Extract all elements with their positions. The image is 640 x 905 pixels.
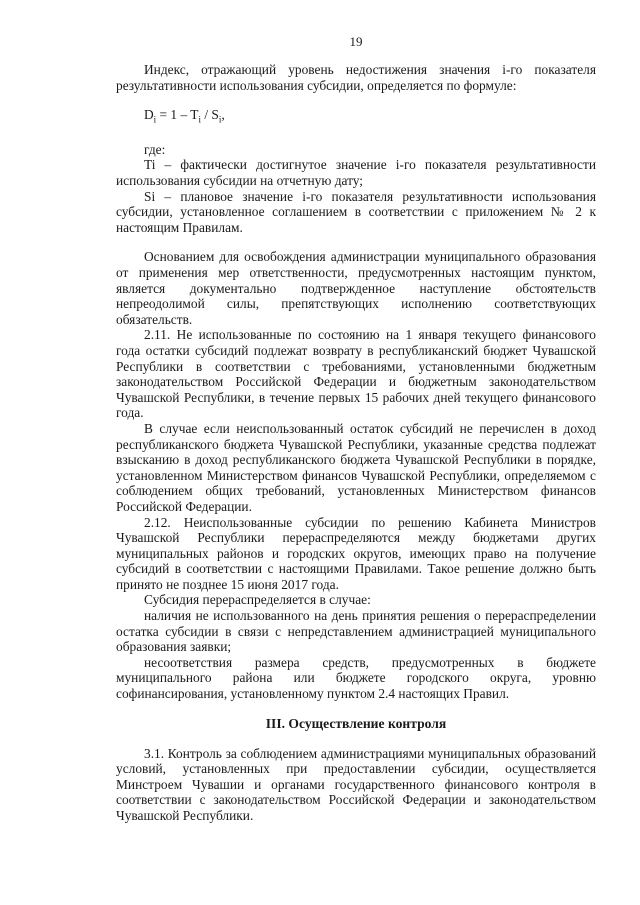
clause-3-1: 3.1. Контроль за соблюдением администрациями муниципальных образований условий, установленных при предоставлении субсидии, осуществляется Минстроем Чувашии и органами государственного финансового контроля в соответствии с законодательством Российской Федерации и законодательством Чувашской Республики. <box>116 745 596 824</box>
intro-paragraph: Индекс, отражающий уровень недостижения значения i-го показателя результативности использования субсидии, определяется по формуле: <box>116 62 596 93</box>
redistribution-case-2: несоответствия размера средств, предусмотренных в бюджете муниципального района или бюджете городского округа, уровню софинансирования, установленному пунктом 2.4 настоящих Правил. <box>116 654 596 702</box>
page-number: 19 <box>349 34 363 49</box>
definition-t: Ti – фактически достигнутое значение i-го показателя результативности использования субсидии на отчетную дату; <box>116 157 596 189</box>
formula: $D_i = 1 - T_i / S_i$, <box>144 107 225 125</box>
where-label: где: <box>144 141 166 157</box>
redistribution-case-1: наличия не использованного на день принятия решения о перераспределении остатка субсидии в связи с непредставлением администрацией муниципального образования заявки; <box>116 608 596 655</box>
document-page <box>116 34 596 824</box>
unused-balance-paragraph: В случае если неиспользованный остаток субсидий не перечислен в доход республиканского бюджета Чувашской Республики, указанные средства подлежат взысканию в доход республиканского бюджета Чувашской Республики в порядке, установленном Министерством финансов Чувашской Республики, определяемом с соблюдением общих требований, установленных Министерством финансов Российской Федерации. <box>116 420 596 514</box>
definition-s: Si – плановое значение i-го показателя результативности использования субсидии, установленное соглашением в соответствии с приложением № 2 к настоящим Правилам. <box>116 188 596 235</box>
clause-2-12: 2.12. Неиспользованные субсидии по решению Кабинета Министров Чувашской Республики перераспределяются между бюджетами других муниципальных районов и городских округов, имеющих право на получение субсидий в соответствии с настоящими Правилами. Такое решение должно быть принято не позднее 15 июня 2017 года. <box>116 514 596 592</box>
clause-2-11: 2.11. Не использованные по состоянию на 1 января текущего финансового года остатки субсидий подлежат возврату в республиканский бюджет Чувашской Республики в соответствии с требованиями, установленными бюджетным законодательством Российской Федерации и бюджетным законодательством Чувашской Республики, в течение первых 15 рабочих дней текущего финансового года. <box>116 327 596 421</box>
basis-paragraph: Основанием для освобождения администрации муниципального образования от применения мер ответственности, предусмотренных настоящим пунктом, является документально подтвержденное наступление обстоятельств непреодолимой силы, препятствующих исполнению соответствующих обязательств. <box>116 249 596 327</box>
section-heading: III. Осуществление контроля <box>265 715 447 731</box>
redistribution-cases-intro: Субсидия перераспределяется в случае: <box>144 592 371 608</box>
